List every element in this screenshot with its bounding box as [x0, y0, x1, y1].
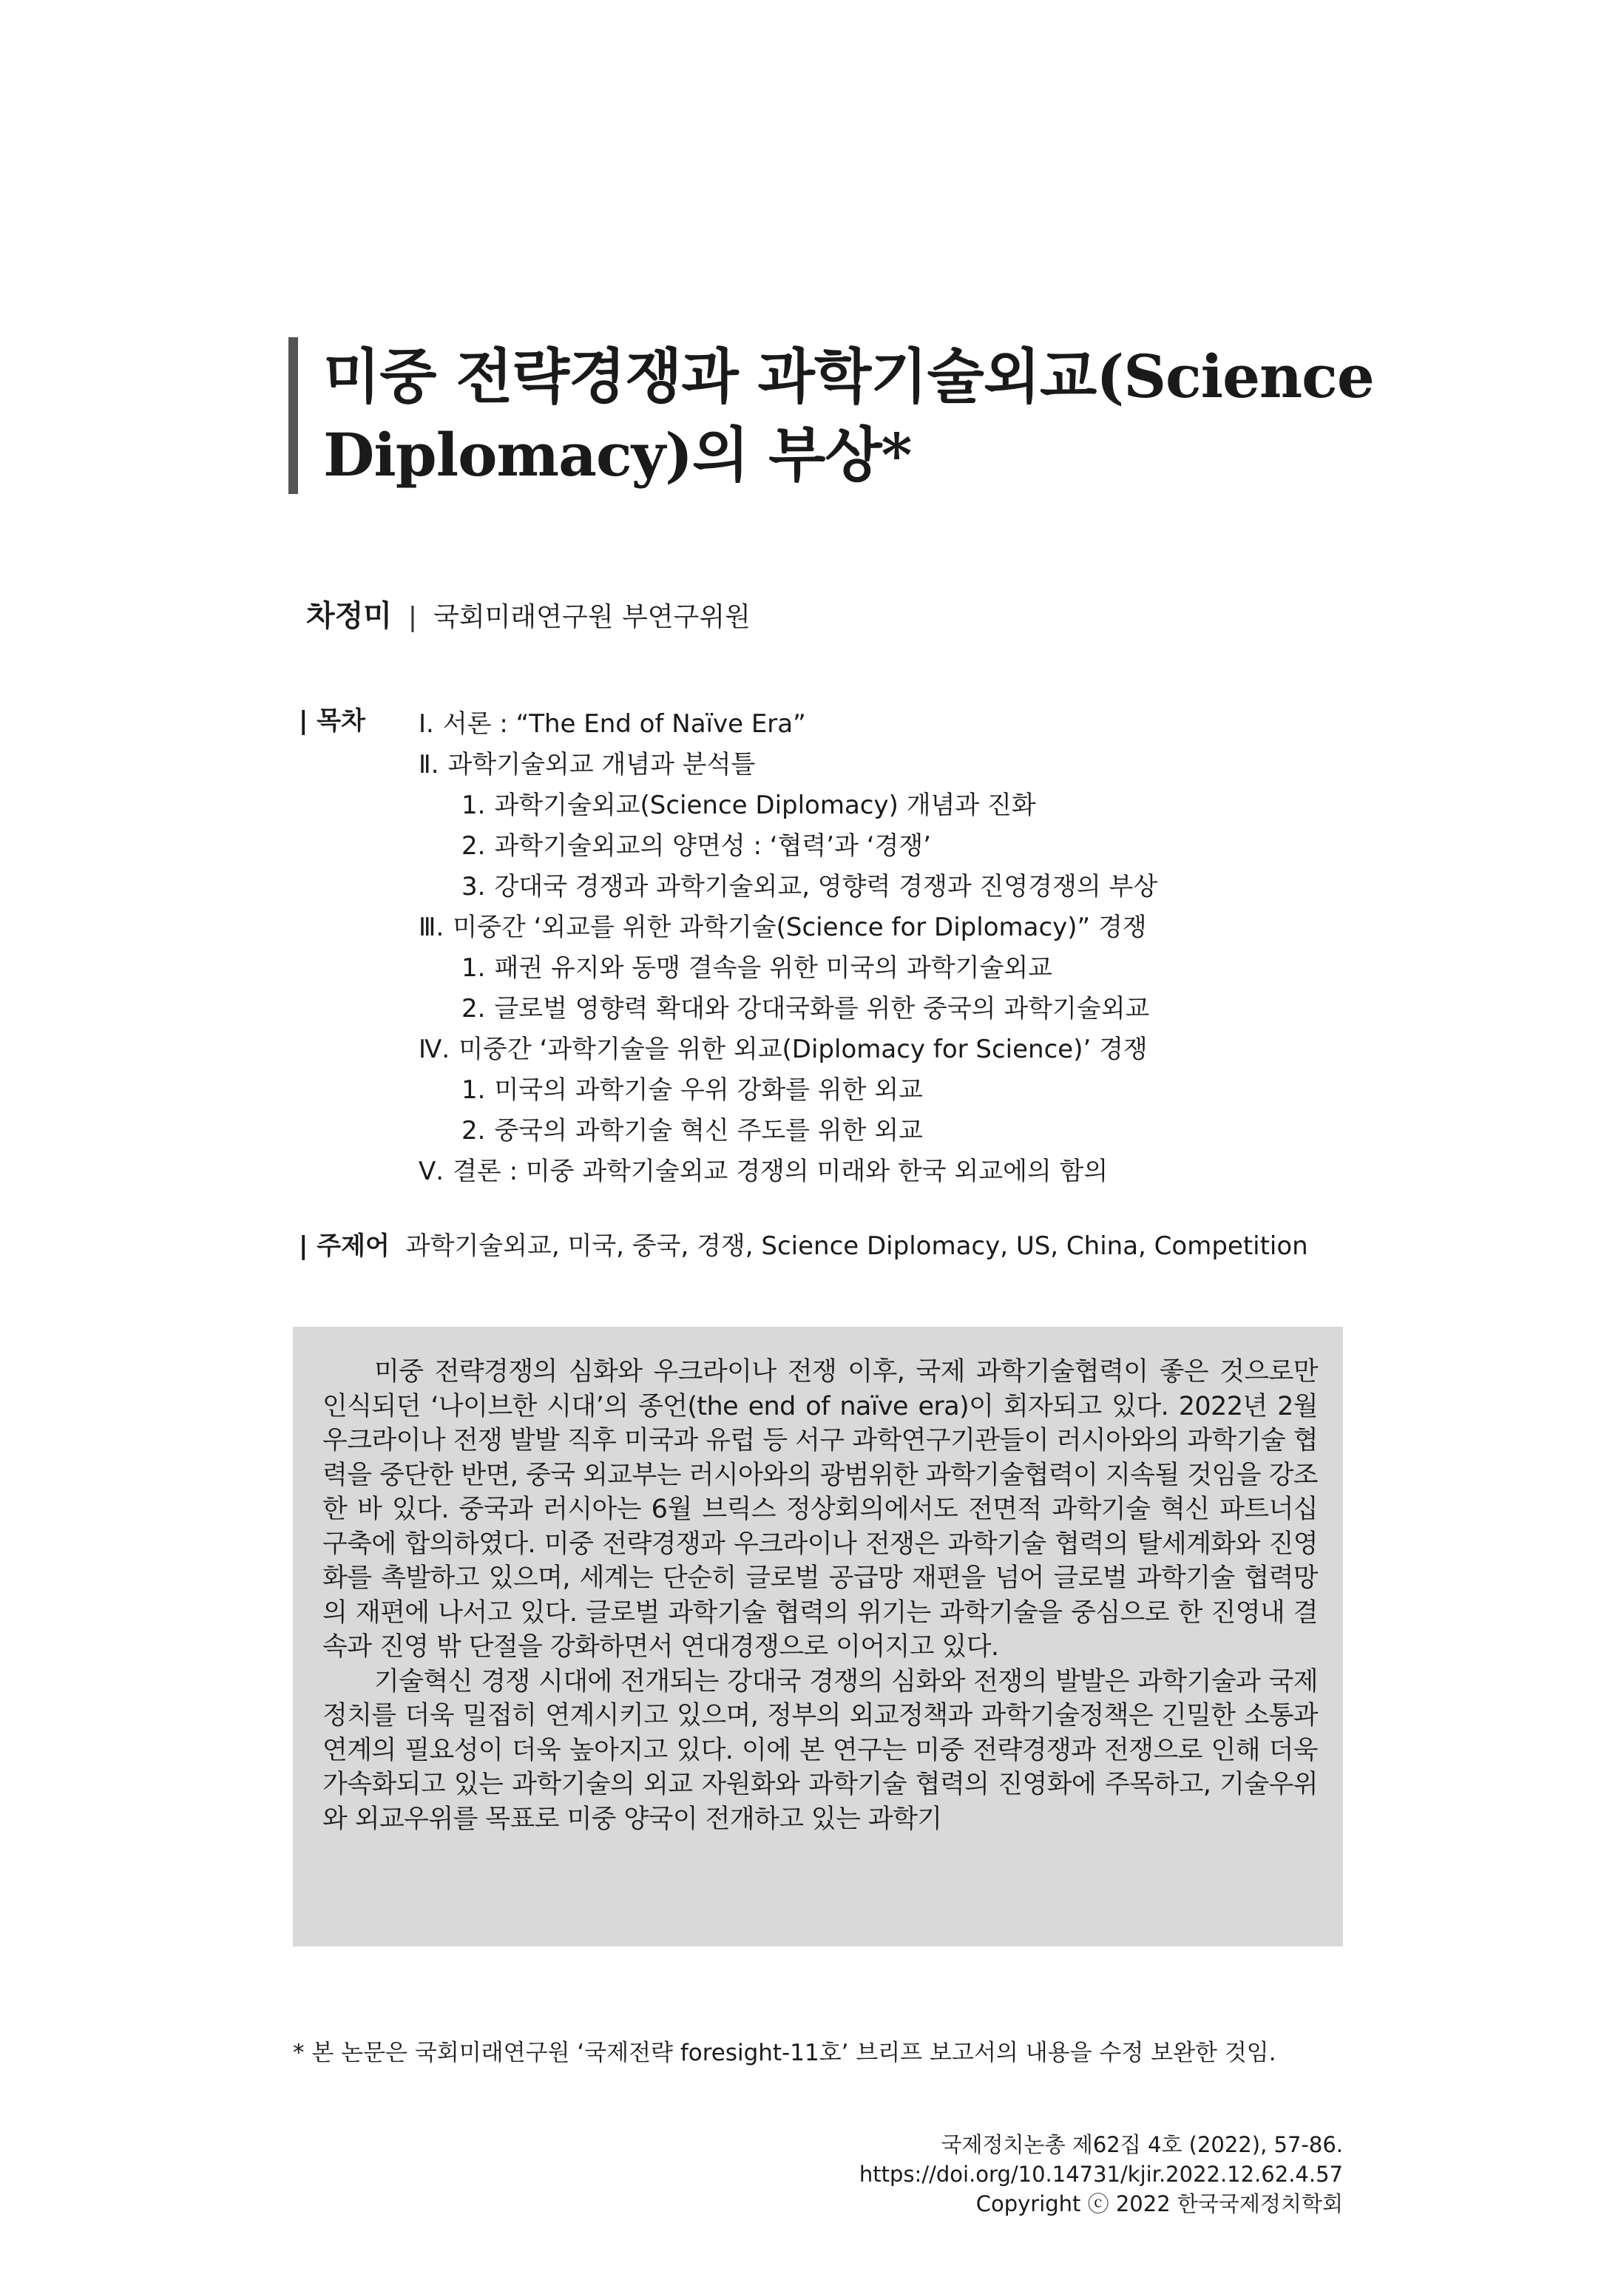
- footnote: * 본 논문은 국회미래연구원 ‘국제전략 foresight-11호’ 브리프 보고서의 내용을 수정 보완한 것임.: [293, 2040, 1276, 2066]
- citation-block: [859, 2130, 1343, 2219]
- abstract-box: [293, 1327, 1343, 1946]
- doi-link[interactable]: https://doi.org/10.14731/kjir.2022.12.62.4.57: [859, 2162, 1343, 2187]
- toc-item-3-1: 1. 패권 유지와 동맹 결속을 위한 미국의 과학기술외교: [461, 953, 1053, 983]
- author-separator: |: [407, 602, 418, 632]
- table-of-contents: [419, 704, 1157, 1192]
- toc-item-5: Ⅴ. 결론 : 미중 과학기술외교 경쟁의 미래와 한국 외교에의 함의: [419, 1157, 1109, 1186]
- journal-citation: 국제정치논총 제62집 4호 (2022), 57-86.: [941, 2132, 1343, 2157]
- paper-title: [288, 337, 1410, 494]
- title-line-1: 미중 전략경쟁과 과학기술외교(Science: [323, 342, 1374, 411]
- abstract-paragraph: 미중 전략경쟁의 심화와 우크라이나 전쟁 이후, 국제 과학기술협력이 좋은 것으로만 인식되던 ‘나이브한 시대’의 종언(the end of naïve era)이 회자되고 있다. 2022년 2월 우크라이나 전쟁 발발 직후 미국과 유럽 등 서구 과학연구기관들이 러시아와의 과학기술 협력을 중단한 반면, 중국 외교부는 러시아와의 광범위한 과학기술협력이 지속될 것임을 강조한 바 있다. 중국과 러시아는 6월 브릭스 정상회의에서도 전면적 과학기술 혁신 파트너십 구축에 합의하였다. 미중 전략경쟁과 우크라이나 전쟁은 과학기술 협력의 탈세계화와 진영화를 촉발하고 있으며, 세계는 단순히 글로벌 공급망 재편을 넘어 글로벌 과학기술 협력망의 재편에 나서고 있다. 글로벌 과학기술 협력의 위기는 과학기술을 중심으로 한 진영내 결속과 진영 밖 단절을 강화하면서 연대경쟁으로 이어지고 있다.: [322, 1357, 1318, 1662]
- toc-item-2-3: 3. 강대국 경쟁과 과학기술외교, 영향력 경쟁과 진영경쟁의 부상: [461, 872, 1158, 901]
- author-affiliation: 국회미래연구원 부연구위원: [433, 602, 751, 632]
- toc-item-2: Ⅱ. 과학기술외교 개념과 분석틀: [419, 750, 756, 779]
- keywords-text: 과학기술외교, 미국, 중국, 경쟁, Science Diplomacy, US, China, Competition: [405, 1231, 1308, 1261]
- author-name: 차정미: [306, 599, 392, 633]
- toc-label: | 목차: [299, 706, 365, 736]
- copyright: Copyright ⓒ 2022 한국국제정치학회: [975, 2191, 1343, 2216]
- toc-item-4-1: 1. 미국의 과학기술 우위 강화를 위한 외교: [461, 1075, 923, 1105]
- toc-item-4: Ⅳ. 미중간 ‘과학기술을 위한 외교(Diplomacy for Science)’ 경쟁: [419, 1035, 1148, 1064]
- toc-item-2-2: 2. 과학기술외교의 양면성 : ‘협력’과 ‘경쟁’: [461, 831, 932, 861]
- toc-item-1: Ⅰ. 서론 : “The End of Naïve Era”: [419, 709, 806, 739]
- keywords: [299, 1228, 1308, 1265]
- toc-item-2-1: 1. 과학기술외교(Science Diplomacy) 개념과 진화: [461, 791, 1036, 820]
- toc-item-3: Ⅲ. 미중간 ‘외교를 위한 과학기술(Science for Diplomacy)” 경쟁: [419, 913, 1147, 942]
- title-line-2: Diplomacy)의 부상*: [323, 420, 912, 490]
- author-line: [306, 598, 751, 636]
- toc-item-4-2: 2. 중국의 과학기술 혁신 주도를 위한 외교: [461, 1116, 923, 1146]
- keywords-label: | 주제어: [299, 1231, 390, 1261]
- toc-item-3-2: 2. 글로벌 영향력 확대와 강대국화를 위한 중국의 과학기술외교: [461, 994, 1150, 1024]
- abstract-paragraph: 기술혁신 경쟁 시대에 전개되는 강대국 경쟁의 심화와 전쟁의 발발은 과학기술과 국제정치를 더욱 밀접히 연계시키고 있으며, 정부의 외교정책과 과학기술정책은 긴밀한 소통과 연계의 필요성이 더욱 높아지고 있다. 이에 본 연구는 미중 전략경쟁과 전쟁으로 인해 더욱 가속화되고 있는 과학기술의 외교 자원화와 과학기술 협력의 진영화에 주목하고, 기술우위와 외교우위를 목표로 미중 양국이 전개하고 있는 과학기: [322, 1666, 1318, 1834]
